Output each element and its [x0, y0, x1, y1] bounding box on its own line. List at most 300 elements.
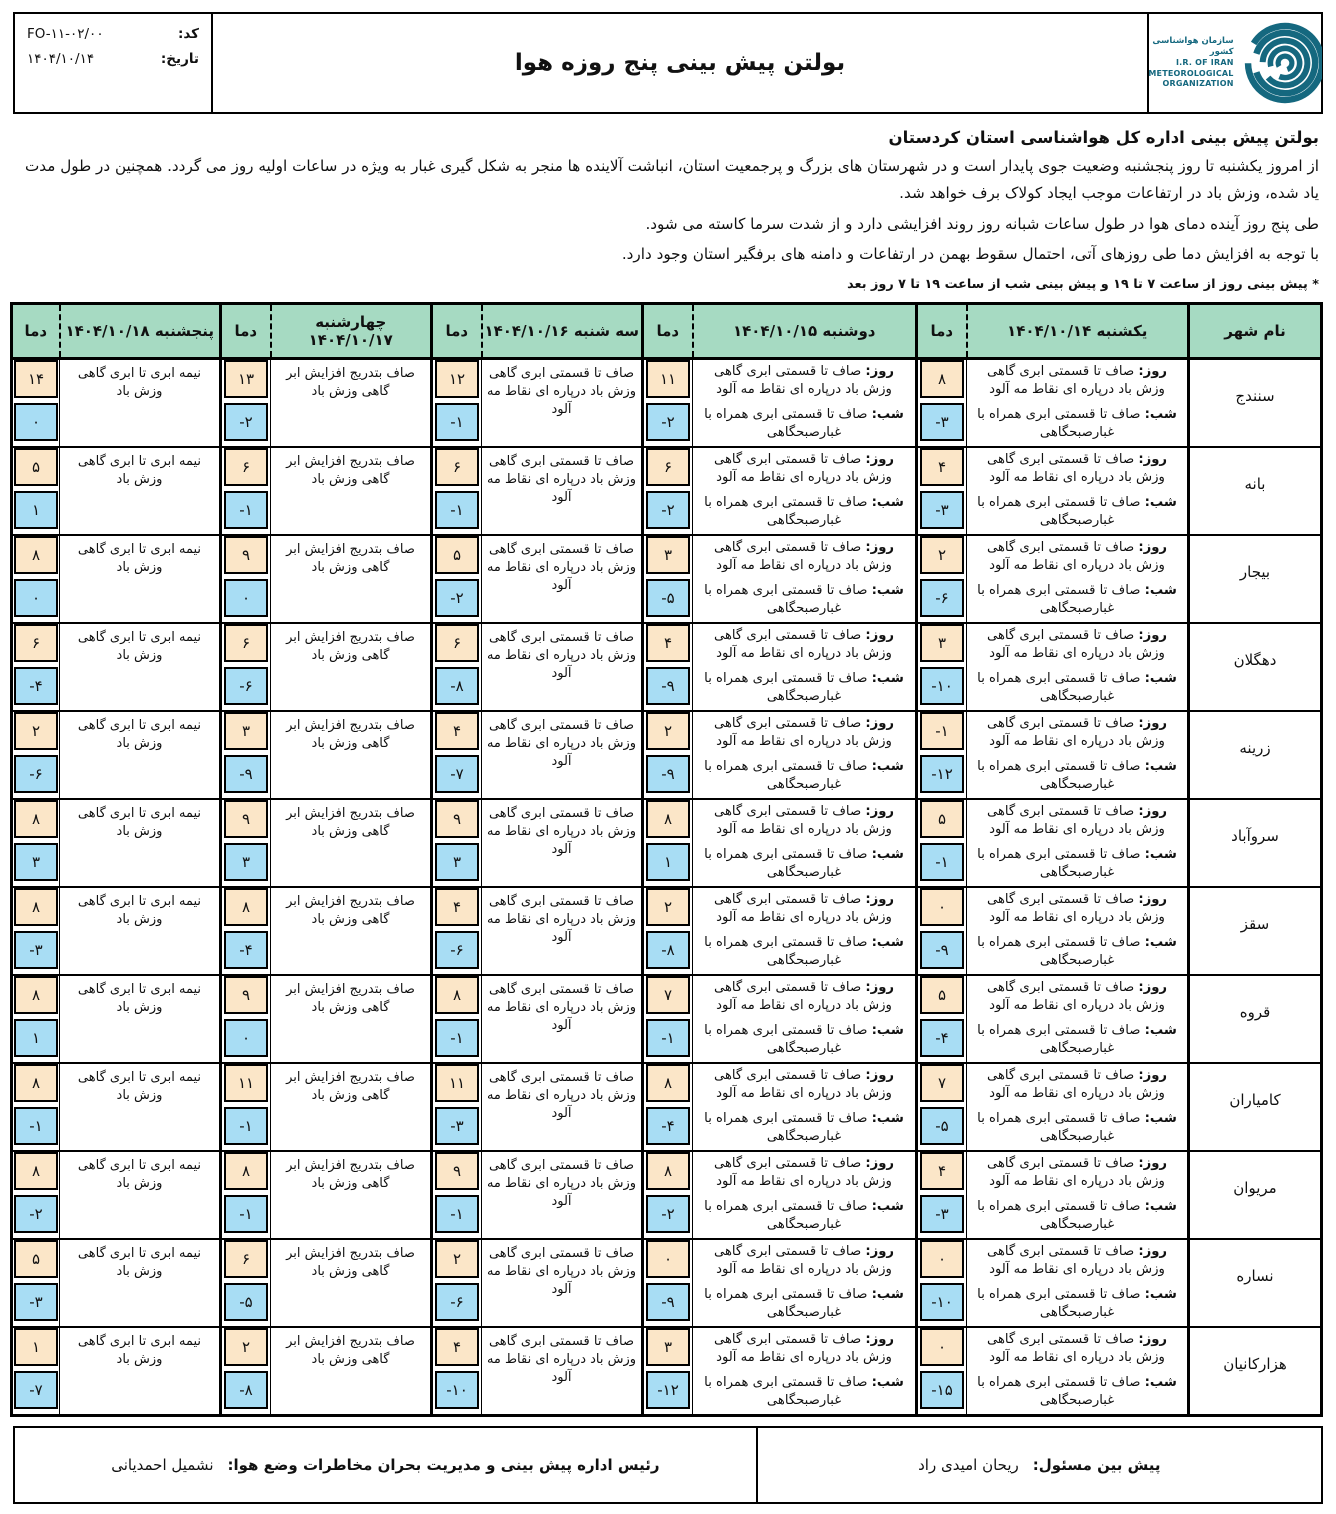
forecast-night-text: صاف تا قسمتی ابری همراه با غبارصبحگاهی — [704, 1023, 868, 1056]
day-part-label: روز: — [865, 1068, 895, 1084]
forecast-tuesday: صاف تا قسمتی ابری گاهی وزش باد درپاره ای نقاط مه آلود — [482, 1239, 643, 1327]
table-row — [12, 711, 1322, 799]
city-name: سقز — [1189, 887, 1322, 975]
day-temp-value: ۵ — [920, 800, 964, 838]
temp-pair — [432, 1151, 482, 1239]
forecast-monday — [693, 1063, 917, 1151]
code-value: FO-۱۱-۰۲/۰۰ — [27, 26, 104, 42]
night-temp-value: -۳ — [435, 1107, 479, 1145]
night-temp-value: ۳ — [435, 843, 479, 881]
forecast-wednesday: صاف بتدریج افزایش ابر گاهی وزش باد — [271, 1063, 432, 1151]
forecast-night-text: صاف تا قسمتی ابری همراه با غبارصبحگاهی — [977, 407, 1141, 440]
forecast-wednesday: صاف بتدریج افزایش ابر گاهی وزش باد — [271, 975, 432, 1063]
night-temp-value: -۵ — [224, 1283, 268, 1321]
temp-pair — [643, 1327, 693, 1416]
forecast-thursday: نیمه ابری تا ابری گاهی وزش باد — [60, 887, 221, 975]
city-name: دهگلان — [1189, 623, 1322, 711]
forecast-night-text: صاف تا قسمتی ابری همراه با غبارصبحگاهی — [704, 1111, 868, 1144]
forecast-day-text: صاف تا قسمتی ابری گاهی وزش باد درپاره ای نقاط مه آلود — [713, 364, 892, 398]
temp-column-header-monday: دما — [643, 304, 693, 359]
table-row — [12, 623, 1322, 711]
night-temp-value: -۱ — [646, 1019, 690, 1057]
night-part-label: شب: — [871, 583, 904, 599]
forecast-night-text: صاف تا قسمتی ابری همراه با غبارصبحگاهی — [704, 1375, 868, 1408]
day-part-label: روز: — [865, 1244, 895, 1260]
temp-pair — [12, 535, 60, 623]
night-temp-value: -۱۰ — [920, 667, 964, 705]
forecast-night-text: صاف تا قسمتی ابری همراه با غبارصبحگاهی — [977, 583, 1141, 616]
night-part-label: شب: — [871, 1111, 904, 1127]
night-part-label: شب: — [1144, 1023, 1177, 1039]
night-part-label: شب: — [871, 407, 904, 423]
forecast-monday — [693, 975, 917, 1063]
night-temp-value: -۱ — [224, 1195, 268, 1233]
table-row — [12, 1151, 1322, 1239]
night-part-label: شب: — [871, 1199, 904, 1215]
forecast-day-text: صاف تا قسمتی ابری گاهی وزش باد درپاره ای نقاط مه آلود — [713, 980, 892, 1014]
night-part-label: شب: — [1144, 1375, 1177, 1391]
forecast-night-text: صاف تا قسمتی ابری همراه با غبارصبحگاهی — [977, 847, 1141, 880]
forecaster-label: پیش بین مسئول: — [1032, 1456, 1161, 1475]
table-row — [12, 447, 1322, 535]
forecast-wednesday: صاف بتدریج افزایش ابر گاهی وزش باد — [271, 359, 432, 448]
temp-pair — [221, 359, 271, 448]
temp-column-header-thursday: دما — [12, 304, 60, 359]
forecast-tuesday: صاف تا قسمتی ابری گاهی وزش باد درپاره ای نقاط مه آلود — [482, 711, 643, 799]
day-temp-value: ۰ — [920, 1240, 964, 1278]
night-temp-value: -۱۵ — [920, 1371, 964, 1409]
day-temp-value: ۶ — [224, 624, 268, 662]
night-part-label: شب: — [1144, 759, 1177, 775]
night-temp-value: ۱ — [646, 843, 690, 881]
temp-pair — [432, 711, 482, 799]
org-logo — [1147, 14, 1321, 112]
night-part-label: شب: — [871, 1287, 904, 1303]
temp-pair — [917, 359, 967, 448]
forecast-night-text: صاف تا قسمتی ابری همراه با غبارصبحگاهی — [704, 1199, 868, 1232]
chief-cell — [15, 1428, 756, 1502]
forecast-day-text: صاف تا قسمتی ابری گاهی وزش باد درپاره ای نقاط مه آلود — [986, 628, 1165, 662]
temp-column-header-tuesday: دما — [432, 304, 482, 359]
day-temp-value: ۹ — [435, 800, 479, 838]
temp-pair — [432, 1063, 482, 1151]
day-temp-value: ۶ — [14, 624, 58, 662]
forecast-monday — [693, 623, 917, 711]
forecast-day-text: صاف تا قسمتی ابری گاهی وزش باد درپاره ای نقاط مه آلود — [986, 540, 1165, 574]
day-column-header-thursday: پنجشنبه ۱۴۰۴/۱۰/۱۸ — [60, 304, 221, 359]
city-name: سنندج — [1189, 359, 1322, 448]
day-temp-value: ۰ — [920, 888, 964, 926]
logo-org-name-fa: سازمان هواشناسی کشور — [1152, 36, 1234, 58]
night-temp-value: -۱ — [920, 843, 964, 881]
temp-pair — [643, 799, 693, 887]
day-temp-value: ۸ — [224, 888, 268, 926]
forecast-day-text: صاف تا قسمتی ابری گاهی وزش باد درپاره ای نقاط مه آلود — [986, 892, 1165, 926]
temp-pair — [12, 447, 60, 535]
forecast-tuesday: صاف تا قسمتی ابری گاهی وزش باد درپاره ای نقاط مه آلود — [482, 359, 643, 448]
day-temp-value: ۱۱ — [224, 1064, 268, 1102]
temp-pair — [432, 535, 482, 623]
day-temp-value: ۲ — [646, 888, 690, 926]
day-column-header-sunday: یکشنبه ۱۴۰۴/۱۰/۱۴ — [967, 304, 1189, 359]
night-temp-value: -۱۰ — [435, 1371, 479, 1409]
day-temp-value: ۶ — [224, 1240, 268, 1278]
forecast-monday — [693, 887, 917, 975]
night-temp-value: -۹ — [224, 755, 268, 793]
forecast-day-text: صاف تا قسمتی ابری گاهی وزش باد درپاره ای نقاط مه آلود — [713, 540, 892, 574]
temp-pair — [643, 887, 693, 975]
temp-pair — [917, 1239, 967, 1327]
page-title: بولتن پیش بینی پنج روزه هوا — [514, 50, 846, 76]
forecast-day-text: صاف تا قسمتی ابری گاهی وزش باد درپاره ای نقاط مه آلود — [986, 1156, 1165, 1190]
temp-pair — [432, 447, 482, 535]
forecast-night-text: صاف تا قسمتی ابری همراه با غبارصبحگاهی — [704, 935, 868, 968]
day-temp-value: ۳ — [646, 536, 690, 574]
forecast-table — [10, 302, 1323, 1417]
temp-pair — [917, 799, 967, 887]
day-temp-value: ۰ — [920, 1328, 964, 1366]
night-temp-value: ۱ — [14, 491, 58, 529]
forecast-monday — [693, 799, 917, 887]
day-temp-value: ۷ — [920, 1064, 964, 1102]
forecast-sunday — [967, 535, 1189, 623]
night-temp-value: -۹ — [646, 755, 690, 793]
city-name: بانه — [1189, 447, 1322, 535]
day-temp-value: ۹ — [224, 536, 268, 574]
city-name: نساره — [1189, 1239, 1322, 1327]
day-temp-value: ۴ — [920, 1152, 964, 1190]
day-temp-value: ۴ — [435, 1328, 479, 1366]
night-part-label: شب: — [1144, 1287, 1177, 1303]
day-temp-value: ۲ — [920, 536, 964, 574]
forecast-night-text: صاف تا قسمتی ابری همراه با غبارصبحگاهی — [704, 671, 868, 704]
night-part-label: شب: — [1144, 583, 1177, 599]
night-temp-value: -۵ — [646, 579, 690, 617]
forecast-sunday — [967, 1063, 1189, 1151]
logo-spiral-icon — [1236, 20, 1322, 106]
forecast-wednesday: صاف بتدریج افزایش ابر گاهی وزش باد — [271, 799, 432, 887]
temp-pair — [12, 975, 60, 1063]
forecast-wednesday: صاف بتدریج افزایش ابر گاهی وزش باد — [271, 1151, 432, 1239]
night-temp-value: -۲ — [435, 579, 479, 617]
forecast-monday — [693, 1327, 917, 1416]
logo-org-name-en-2: METEOROLOGICAL — [1148, 68, 1234, 78]
day-temp-value: ۳ — [224, 712, 268, 750]
temp-pair — [221, 535, 271, 623]
temp-pair — [643, 975, 693, 1063]
forecast-thursday: نیمه ابری تا ابری گاهی وزش باد — [60, 1063, 221, 1151]
day-part-label: روز: — [1138, 1332, 1168, 1348]
forecast-thursday: نیمه ابری تا ابری گاهی وزش باد — [60, 975, 221, 1063]
forecast-tuesday: صاف تا قسمتی ابری گاهی وزش باد درپاره ای نقاط مه آلود — [482, 887, 643, 975]
night-temp-value: -۳ — [920, 491, 964, 529]
intro-heading: بولتن پیش بینی اداره کل هواشناسی استان کردستان — [888, 128, 1319, 147]
day-part-label: روز: — [1138, 804, 1168, 820]
forecast-day-text: صاف تا قسمتی ابری گاهی وزش باد درپاره ای نقاط مه آلود — [713, 1156, 892, 1190]
forecast-thursday: نیمه ابری تا ابری گاهی وزش باد — [60, 447, 221, 535]
day-temp-value: ۹ — [435, 1152, 479, 1190]
night-temp-value: -۴ — [920, 1019, 964, 1057]
temp-pair — [432, 799, 482, 887]
forecast-monday — [693, 1239, 917, 1327]
night-part-label: شب: — [1144, 671, 1177, 687]
logo-org-name-en-3: ORGANIZATION — [1162, 79, 1234, 89]
forecast-day-text: صاف تا قسمتی ابری گاهی وزش باد درپاره ای نقاط مه آلود — [986, 980, 1165, 1014]
forecast-night-text: صاف تا قسمتی ابری همراه با غبارصبحگاهی — [704, 847, 868, 880]
temp-pair — [12, 1151, 60, 1239]
night-temp-value: -۶ — [435, 931, 479, 969]
forecast-night-text: صاف تا قسمتی ابری همراه با غبارصبحگاهی — [977, 935, 1141, 968]
temp-pair — [432, 1239, 482, 1327]
night-temp-value: -۱ — [435, 1195, 479, 1233]
forecast-sunday — [967, 799, 1189, 887]
forecast-thursday: نیمه ابری تا ابری گاهی وزش باد — [60, 799, 221, 887]
day-temp-value: ۵ — [14, 1240, 58, 1278]
day-temp-value: ۸ — [14, 1152, 58, 1190]
forecast-night-text: صاف تا قسمتی ابری همراه با غبارصبحگاهی — [977, 1199, 1141, 1232]
table-row — [12, 887, 1322, 975]
forecast-night-text: صاف تا قسمتی ابری همراه با غبارصبحگاهی — [704, 759, 868, 792]
forecast-table-body — [12, 359, 1322, 1416]
day-temp-value: ۸ — [920, 360, 964, 398]
temp-pair — [917, 711, 967, 799]
night-temp-value: -۲ — [646, 491, 690, 529]
forecast-tuesday: صاف تا قسمتی ابری گاهی وزش باد درپاره ای نقاط مه آلود — [482, 623, 643, 711]
night-temp-value: -۳ — [14, 931, 58, 969]
forecast-day-text: صاف تا قسمتی ابری گاهی وزش باد درپاره ای نقاط مه آلود — [986, 804, 1165, 838]
intro-paragraph-2: طی پنج روز آینده دمای هوا در طول ساعات شبانه روز روند افزایشی دارد و از شدت سرما کاسته می شود. — [645, 214, 1319, 233]
forecast-wednesday: صاف بتدریج افزایش ابر گاهی وزش باد — [271, 887, 432, 975]
temp-pair — [917, 1063, 967, 1151]
forecast-wednesday: صاف بتدریج افزایش ابر گاهی وزش باد — [271, 1239, 432, 1327]
forecast-night-text: صاف تا قسمتی ابری همراه با غبارصبحگاهی — [977, 1287, 1141, 1320]
forecast-tuesday: صاف تا قسمتی ابری گاهی وزش باد درپاره ای نقاط مه آلود — [482, 1063, 643, 1151]
night-part-label: شب: — [1144, 1111, 1177, 1127]
forecast-monday — [693, 447, 917, 535]
night-temp-value: -۱۰ — [920, 1283, 964, 1321]
night-part-label: شب: — [1144, 1199, 1177, 1215]
code-label: کد: — [177, 26, 199, 42]
temp-pair — [643, 1239, 693, 1327]
temp-pair — [12, 711, 60, 799]
logo-org-name-en-1: I.R. OF IRAN — [1175, 58, 1234, 68]
day-part-label: روز: — [865, 364, 895, 380]
temp-pair — [12, 1327, 60, 1416]
intro-paragraph-1: از امروز یکشنبه تا روز پنجشنبه وضعیت جوی پایدار است و در شهرستان های بزرگ و پرجمعیت استان، انباشت آلاینده ها منجر به شکل گیری غبار به ویژه در ساعات اولیه روز می گردد. همچنین در طول مدت یاد شده، وزش باد در ارتفاعات موجب ایجاد کولاک برف خواهد شد. — [24, 157, 1319, 203]
night-part-label: شب: — [871, 671, 904, 687]
temp-pair — [917, 1327, 967, 1416]
night-temp-value: -۲ — [14, 1195, 58, 1233]
code-date-box — [15, 14, 213, 112]
night-part-label: شب: — [1144, 407, 1177, 423]
forecast-note: * پیش بینی روز از ساعت ۷ تا ۱۹ و پیش بینی شب از ساعت ۱۹ تا ۷ روز بعد — [847, 277, 1319, 293]
temp-pair — [643, 535, 693, 623]
night-part-label: شب: — [1144, 495, 1177, 511]
night-temp-value: -۶ — [435, 1283, 479, 1321]
forecaster-cell — [756, 1428, 1321, 1502]
forecast-night-text: صاف تا قسمتی ابری همراه با غبارصبحگاهی — [704, 495, 868, 528]
night-temp-value: -۸ — [224, 1371, 268, 1409]
forecast-monday — [693, 711, 917, 799]
temp-pair — [221, 1151, 271, 1239]
temp-pair — [12, 359, 60, 448]
night-temp-value: -۴ — [646, 1107, 690, 1145]
city-name: مریوان — [1189, 1151, 1322, 1239]
day-temp-value: ۳ — [920, 624, 964, 662]
logo-org-name — [1148, 36, 1233, 89]
night-temp-value: -۸ — [435, 667, 479, 705]
day-temp-value: ۹ — [224, 976, 268, 1014]
day-temp-value: ۸ — [14, 536, 58, 574]
day-temp-value: ۱۱ — [435, 1064, 479, 1102]
day-temp-value: ۸ — [14, 800, 58, 838]
day-temp-value: ۱۴ — [14, 360, 58, 398]
forecast-wednesday: صاف بتدریج افزایش ابر گاهی وزش باد — [271, 1327, 432, 1416]
table-row — [12, 1063, 1322, 1151]
night-temp-value: -۱ — [435, 1019, 479, 1057]
day-temp-value: ۶ — [224, 448, 268, 486]
forecast-thursday: نیمه ابری تا ابری گاهی وزش باد — [60, 1239, 221, 1327]
chief-name: نشمیل احمدیانی — [111, 1456, 214, 1475]
forecast-day-text: صاف تا قسمتی ابری گاهی وزش باد درپاره ای نقاط مه آلود — [986, 364, 1165, 398]
night-temp-value: -۱۲ — [920, 755, 964, 793]
table-row — [12, 1239, 1322, 1327]
table-row — [12, 535, 1322, 623]
forecast-tuesday: صاف تا قسمتی ابری گاهی وزش باد درپاره ای نقاط مه آلود — [482, 535, 643, 623]
city-name: قروه — [1189, 975, 1322, 1063]
city-name: سروآباد — [1189, 799, 1322, 887]
table-header-row — [12, 304, 1322, 359]
forecast-tuesday: صاف تا قسمتی ابری گاهی وزش باد درپاره ای نقاط مه آلود — [482, 975, 643, 1063]
day-part-label: روز: — [865, 892, 895, 908]
forecast-sunday — [967, 1239, 1189, 1327]
day-temp-value: ۵ — [14, 448, 58, 486]
day-temp-value: ۴ — [435, 888, 479, 926]
day-temp-value: ۱۲ — [435, 360, 479, 398]
date-label: تاریخ: — [160, 51, 199, 67]
temp-pair — [221, 623, 271, 711]
forecast-sunday — [967, 623, 1189, 711]
forecast-thursday: نیمه ابری تا ابری گاهی وزش باد — [60, 711, 221, 799]
forecast-sunday — [967, 887, 1189, 975]
night-temp-value: -۱۲ — [646, 1371, 690, 1409]
day-temp-value: ۲ — [435, 1240, 479, 1278]
day-part-label: روز: — [1138, 1068, 1168, 1084]
day-part-label: روز: — [865, 452, 895, 468]
night-temp-value: -۱ — [435, 491, 479, 529]
forecast-sunday — [967, 975, 1189, 1063]
intro-section — [17, 128, 1319, 292]
day-part-label: روز: — [865, 980, 895, 996]
day-temp-value: ۶ — [435, 448, 479, 486]
forecast-thursday: نیمه ابری تا ابری گاهی وزش باد — [60, 359, 221, 448]
forecast-day-text: صاف تا قسمتی ابری گاهی وزش باد درپاره ای نقاط مه آلود — [713, 452, 892, 486]
night-temp-value: -۹ — [646, 1283, 690, 1321]
night-temp-value: ۰ — [224, 579, 268, 617]
day-temp-value: ۶ — [435, 624, 479, 662]
forecast-day-text: صاف تا قسمتی ابری گاهی وزش باد درپاره ای نقاط مه آلود — [713, 892, 892, 926]
temp-pair — [917, 887, 967, 975]
day-column-header-tuesday: سه شنبه ۱۴۰۴/۱۰/۱۶ — [482, 304, 643, 359]
temp-pair — [221, 1327, 271, 1416]
temp-pair — [221, 887, 271, 975]
night-temp-value: -۵ — [920, 1107, 964, 1145]
forecast-night-text: صاف تا قسمتی ابری همراه با غبارصبحگاهی — [977, 1375, 1141, 1408]
day-part-label: روز: — [865, 628, 895, 644]
forecast-tuesday: صاف تا قسمتی ابری گاهی وزش باد درپاره ای نقاط مه آلود — [482, 1151, 643, 1239]
date-value: ۱۴۰۴/۱۰/۱۴ — [27, 51, 95, 67]
forecast-night-text: صاف تا قسمتی ابری همراه با غبارصبحگاهی — [977, 495, 1141, 528]
table-row — [12, 975, 1322, 1063]
forecast-day-text: صاف تا قسمتی ابری گاهی وزش باد درپاره ای نقاط مه آلود — [713, 1244, 892, 1278]
forecaster-name: ریحان امیدی راد — [918, 1456, 1019, 1475]
temp-column-header-wednesday: دما — [221, 304, 271, 359]
night-temp-value: -۷ — [435, 755, 479, 793]
temp-pair — [221, 799, 271, 887]
night-temp-value: -۲ — [646, 403, 690, 441]
forecast-sunday — [967, 711, 1189, 799]
forecast-thursday: نیمه ابری تا ابری گاهی وزش باد — [60, 1327, 221, 1416]
temp-pair — [432, 975, 482, 1063]
day-temp-value: ۸ — [646, 1064, 690, 1102]
day-temp-value: ۴ — [920, 448, 964, 486]
night-part-label: شب: — [871, 1023, 904, 1039]
day-column-header-monday: دوشنبه ۱۴۰۴/۱۰/۱۵ — [693, 304, 917, 359]
night-temp-value: ۰ — [224, 1019, 268, 1057]
city-column-header: نام شهر — [1189, 304, 1322, 359]
day-temp-value: ۸ — [224, 1152, 268, 1190]
night-temp-value: -۴ — [14, 667, 58, 705]
temp-pair — [12, 799, 60, 887]
city-name: هزارکانیان — [1189, 1327, 1322, 1416]
forecast-day-text: صاف تا قسمتی ابری گاهی وزش باد درپاره ای نقاط مه آلود — [713, 804, 892, 838]
forecast-day-text: صاف تا قسمتی ابری گاهی وزش باد درپاره ای نقاط مه آلود — [713, 1068, 892, 1102]
day-part-label: روز: — [865, 1332, 895, 1348]
temp-pair — [917, 447, 967, 535]
forecast-sunday — [967, 1327, 1189, 1416]
night-temp-value: -۹ — [646, 667, 690, 705]
forecast-monday — [693, 1151, 917, 1239]
day-temp-value: ۷ — [646, 976, 690, 1014]
night-temp-value: -۱ — [224, 491, 268, 529]
day-part-label: روز: — [1138, 364, 1168, 380]
forecast-night-text: صاف تا قسمتی ابری همراه با غبارصبحگاهی — [977, 759, 1141, 792]
forecast-thursday: نیمه ابری تا ابری گاهی وزش باد — [60, 1151, 221, 1239]
forecast-night-text: صاف تا قسمتی ابری همراه با غبارصبحگاهی — [704, 583, 868, 616]
night-part-label: شب: — [871, 847, 904, 863]
forecast-thursday: نیمه ابری تا ابری گاهی وزش باد — [60, 535, 221, 623]
day-temp-value: ۶ — [646, 448, 690, 486]
day-temp-value: ۲ — [224, 1328, 268, 1366]
day-temp-value: ۸ — [646, 1152, 690, 1190]
forecast-sunday — [967, 1151, 1189, 1239]
night-temp-value: -۴ — [224, 931, 268, 969]
forecast-day-text: صاف تا قسمتی ابری گاهی وزش باد درپاره ای نقاط مه آلود — [713, 716, 892, 750]
day-temp-value: -۱ — [920, 712, 964, 750]
day-part-label: روز: — [1138, 540, 1168, 556]
day-temp-value: ۸ — [14, 888, 58, 926]
forecast-wednesday: صاف بتدریج افزایش ابر گاهی وزش باد — [271, 447, 432, 535]
forecast-day-text: صاف تا قسمتی ابری گاهی وزش باد درپاره ای نقاط مه آلود — [986, 1244, 1165, 1278]
temp-pair — [12, 1239, 60, 1327]
forecast-day-text: صاف تا قسمتی ابری گاهی وزش باد درپاره ای نقاط مه آلود — [713, 628, 892, 662]
temp-pair — [12, 887, 60, 975]
night-part-label: شب: — [871, 759, 904, 775]
night-temp-value: ۰ — [14, 579, 58, 617]
night-temp-value: ۳ — [14, 843, 58, 881]
temp-pair — [432, 1327, 482, 1416]
temp-pair — [432, 623, 482, 711]
